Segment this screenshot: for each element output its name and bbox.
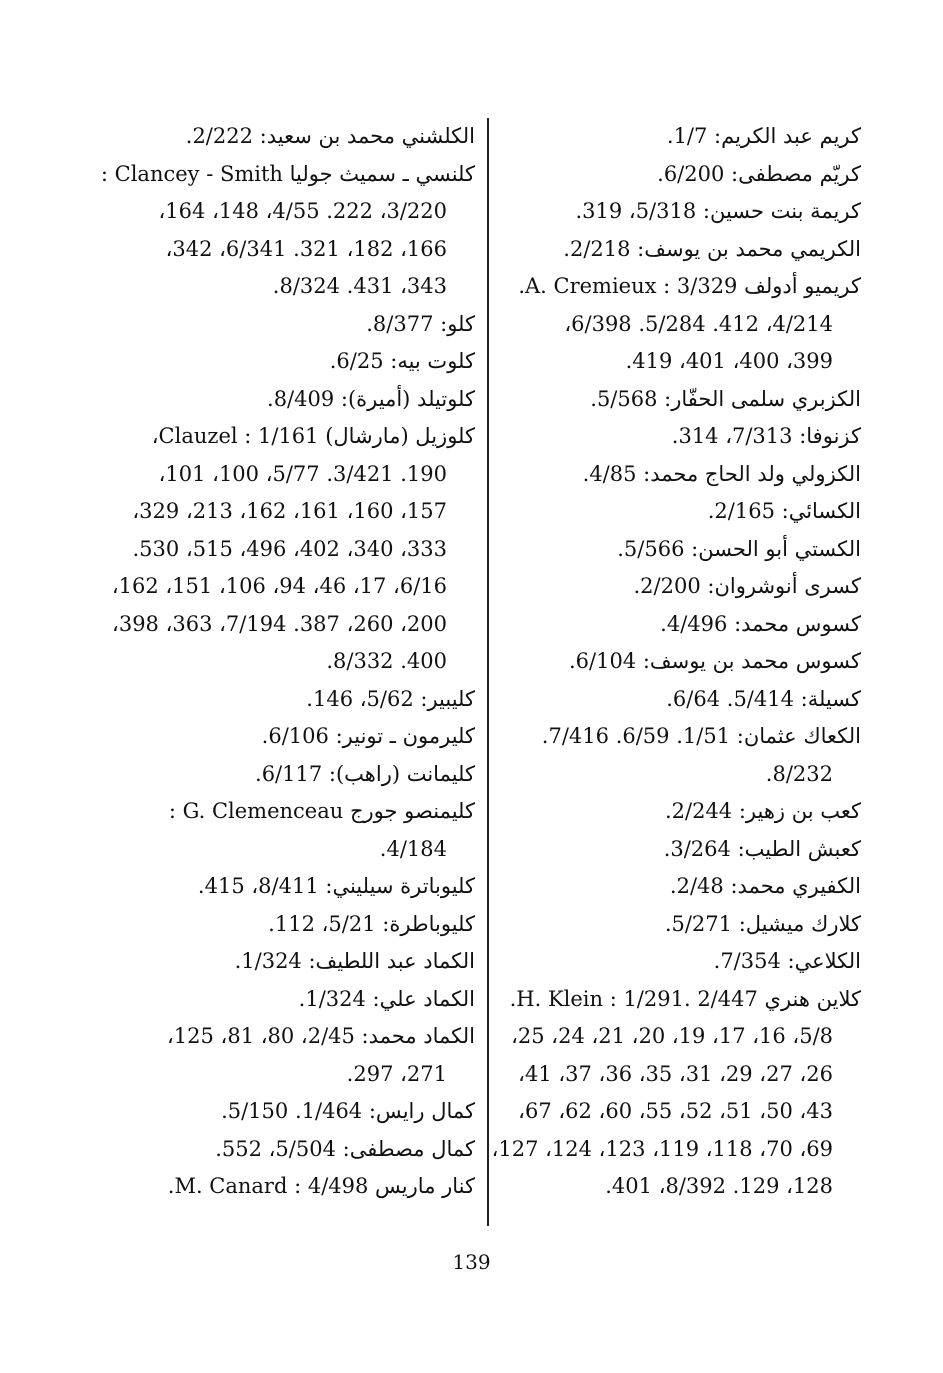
index-entry-continuation: 333، 340، 402، 496، 515، 530.	[132, 536, 447, 561]
index-entry: الكلشني محمد بن سعيد: 2/222.	[185, 124, 475, 148]
index-entry: كمال مصطفى: 5/504، 552.	[215, 1136, 475, 1161]
index-entry: الكعاك عثمان: 1/51. 6/59. 7/416.	[541, 724, 861, 748]
column-divider	[487, 118, 489, 1226]
index-entry: كريميو أدولف A. Cremieux : 3/329.	[518, 274, 861, 298]
index-entry: الكريمي محمد بن يوسف: 2/218.	[563, 236, 861, 261]
index-entry: الكسائي: 2/165.	[707, 499, 861, 523]
index-entry-continuation: 128، 129. 8/392، 401.	[605, 1174, 833, 1198]
index-entry: كليمانت (راهب): 6/117.	[255, 761, 475, 786]
index-entry-continuation: 157، 160، 161، 162، 213، 329،	[132, 499, 447, 523]
index-entry: كليبير: 5/62، 146.	[306, 686, 475, 711]
index-entry-continuation: 5/8، 16، 17، 19، 20، 21، 24، 25،	[511, 1024, 833, 1048]
index-entry: كلوتيلد (أميرة): 8/409.	[267, 386, 475, 411]
index-entry: كليوباترة سيليني: 8/411، 415.	[197, 874, 475, 898]
index-entry-continuation: 6/16، 17، 46، 94، 106، 151، 162،	[111, 574, 447, 598]
index-entry: كنار ماريس M. Canard : 4/498.	[167, 1174, 475, 1198]
index-entry-continuation: 3/220، 222. 4/55، 148، 164،	[158, 199, 447, 223]
index-entry-continuation: 4/214، 412. 5/284. 6/398،	[564, 311, 833, 336]
index-column-right	[471, 118, 861, 1206]
index-entry: كلنسي ـ سميث جوليا Clancey - Smith :	[100, 161, 475, 186]
index-entry-continuation: 166، 182، 321. 6/341، 342،	[165, 236, 447, 261]
index-entry: كليوباطرة: 5/21، 112.	[268, 911, 475, 936]
index-entry-continuation: 200، 260، 387. 7/194، 363، 398،	[112, 611, 447, 636]
index-entry: الكماد علي: 1/324.	[298, 986, 475, 1011]
index-entry-continuation: 26، 27، 29، 31، 35، 36، 37، 41،	[518, 1061, 833, 1086]
index-entry: الكلاعي: 7/354.	[713, 949, 861, 973]
index-entry: كلاين هنري H. Klein : 1/291. 2/447.	[509, 986, 861, 1011]
index-entry: كليرمون ـ تونير: 6/106.	[261, 724, 475, 748]
index-entry: كمال رايس: 1/464. 5/150.	[221, 1099, 475, 1123]
index-entry: كلو: 8/377.	[366, 311, 475, 336]
index-entry: كسوس محمد: 4/496.	[660, 611, 861, 636]
index-entry-continuation: 190. 3/421. 5/77، 100، 101،	[158, 461, 447, 486]
index-entry: كلوزيل (مارشال) Clauzel : 1/161،	[151, 424, 475, 448]
index-entry-continuation: 400. 8/332.	[326, 649, 447, 673]
index-entry: الكفيري محمد: 2/48.	[669, 874, 861, 898]
index-entry: كليمنصو جورج G. Clemenceau :	[168, 799, 475, 823]
index-entry: الكزولي ولد الحاج محمد: 4/85.	[582, 461, 861, 486]
index-column-left	[100, 118, 475, 1206]
index-entry: الكماد محمد: 2/45، 80، 81، 125،	[167, 1024, 475, 1048]
index-entry: الكزبري سلمى الحفّار: 5/568.	[590, 386, 861, 411]
index-entry: كريمة بنت حسين: 5/318، 319.	[575, 199, 861, 223]
index-entry: الكماد عبد اللطيف: 1/324.	[234, 949, 475, 973]
index-entry: كسيلة: 5/414. 6/64.	[666, 686, 861, 711]
index-entry: كريّم مصطفى: 6/200.	[657, 161, 861, 186]
index-entry: كسرى أنوشروان: 2/200.	[633, 574, 861, 598]
index-entry: كعب بن زهير: 2/244.	[664, 799, 861, 823]
index-entry: الكستي أبو الحسن: 5/566.	[617, 536, 861, 561]
index-entry-continuation: 8/232.	[765, 761, 833, 786]
index-entry-continuation: 399، 400، 401، 419.	[625, 349, 833, 373]
index-entry: كلارك ميشيل: 5/271.	[664, 911, 861, 936]
index-entry-continuation: 343، 431. 8/324.	[272, 274, 447, 298]
index-entry-continuation: 43، 50، 51، 52، 55، 60، 62، 67،	[518, 1099, 833, 1123]
index-entry: كسوس محمد بن يوسف: 6/104.	[568, 649, 861, 673]
index-entry: كزنوفا: 7/313، 314.	[671, 424, 861, 448]
index-entry-continuation: 271، 297.	[346, 1061, 447, 1086]
index-entry: كعبش الطيب: 3/264.	[663, 836, 861, 861]
index-entry-continuation: 4/184.	[379, 836, 447, 861]
page-number: 139	[452, 1250, 491, 1274]
index-entry-continuation: 69، 70، 118، 119، 123، 124، 127،	[491, 1136, 833, 1161]
index-entry: كلوت بيه: 6/25.	[329, 349, 475, 373]
index-entry: كريم عبد الكريم: 1/7.	[666, 124, 861, 148]
